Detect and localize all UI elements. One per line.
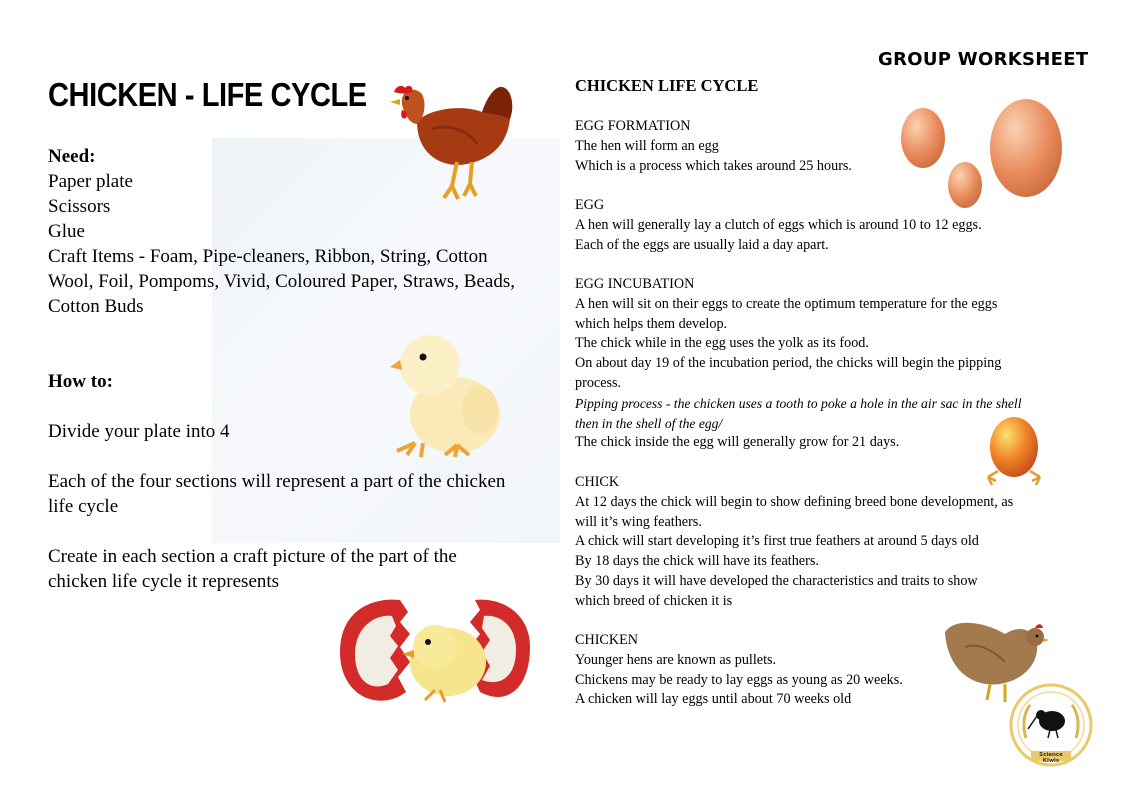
howto-step: Each of the four sections will represent a part of the chicken: [48, 471, 506, 492]
eggs-image: [895, 92, 1070, 212]
pipping-note: then in the shell of the egg/: [575, 415, 723, 431]
page-title: CHICKEN - LIFE CYCLE: [48, 76, 367, 113]
life-cycle-heading: CHICKEN LIFE CYCLE: [575, 76, 759, 95]
section-line: By 18 days the chick will have its feathers.: [575, 553, 819, 570]
egg-section: [575, 196, 982, 255]
howto-step: Divide your plate into 4: [48, 421, 230, 442]
craft-items-line: Cotton Buds: [48, 296, 144, 317]
need-item: Paper plate: [48, 171, 133, 192]
section-line: A hen will generally lay a clutch of eggs which is around 10 to 12 eggs.: [575, 216, 982, 233]
howto-heading: How to:: [48, 371, 113, 392]
need-item: Scissors: [48, 196, 111, 217]
section-line: On about day 19 of the incubation period, the chicks will begin the pipping: [575, 355, 1002, 372]
pipping-note: Pipping process - the chicken uses a tooth to poke a hole in the air sac in the shell: [575, 395, 1022, 411]
egg-incubation-section: [575, 275, 1022, 453]
logo-text: Science Kiwis: [1039, 752, 1063, 764]
chick-section: [575, 473, 1013, 612]
section-line: A hen will sit on their eggs to create the optimum temperature for the eggs: [575, 295, 998, 312]
egg-formation-section: [575, 117, 852, 176]
section-line: A chick will start developing it’s first true feathers at around 5 days old: [575, 533, 979, 550]
section-line: A chicken will lay eggs until about 70 weeks old: [575, 691, 852, 708]
section-line: The chick inside the egg will generally grow for 21 days.: [575, 434, 900, 451]
section-line: At 12 days the chick will begin to show defining breed bone development, as: [575, 493, 1014, 510]
worksheet-label: GROUP WORKSHEET: [878, 49, 1089, 70]
section-line: which breed of chicken it is: [575, 592, 733, 609]
howto-step-cont: chicken life cycle it represents: [48, 571, 280, 592]
need-item: Glue: [48, 221, 85, 242]
hatching-chick-image: [330, 592, 540, 712]
section-title: CHICK: [575, 474, 620, 490]
section-title: CHICKEN: [575, 632, 639, 648]
section-line: Which is a process which takes around 25 hours.: [575, 157, 852, 174]
howto-step: Create in each section a craft picture of the part of the: [48, 546, 457, 567]
howto-section: [48, 369, 505, 594]
chicken-section: [575, 631, 903, 710]
section-line: Chickens may be ready to lay eggs as young as 20 weeks.: [575, 671, 903, 688]
section-line: process.: [575, 374, 622, 391]
howto-step-cont: life cycle: [48, 496, 119, 517]
section-line: Younger hens are known as pullets.: [575, 651, 777, 668]
section-title: EGG: [575, 197, 605, 213]
section-title: EGG FORMATION: [575, 118, 691, 134]
section-line: Each of the eggs are usually laid a day apart.: [575, 236, 829, 253]
section-line: The hen will form an egg: [575, 137, 719, 154]
section-line: By 30 days it will have developed the characteristics and traits to show: [575, 572, 978, 589]
craft-items-line: Wool, Foil, Pompoms, Vivid, Coloured Paper, Straws, Beads,: [48, 271, 515, 292]
section-title: EGG INCUBATION: [575, 276, 695, 292]
section-line: will it’s wing feathers.: [575, 513, 702, 530]
section-line: The chick while in the egg uses the yolk as its food.: [575, 335, 869, 352]
need-heading: Need:: [48, 146, 96, 167]
need-section: [48, 144, 515, 319]
craft-items-line: Craft Items - Foam, Pipe-cleaners, Ribbon, String, Cotton: [48, 246, 488, 267]
section-line: which helps them develop.: [575, 315, 728, 332]
